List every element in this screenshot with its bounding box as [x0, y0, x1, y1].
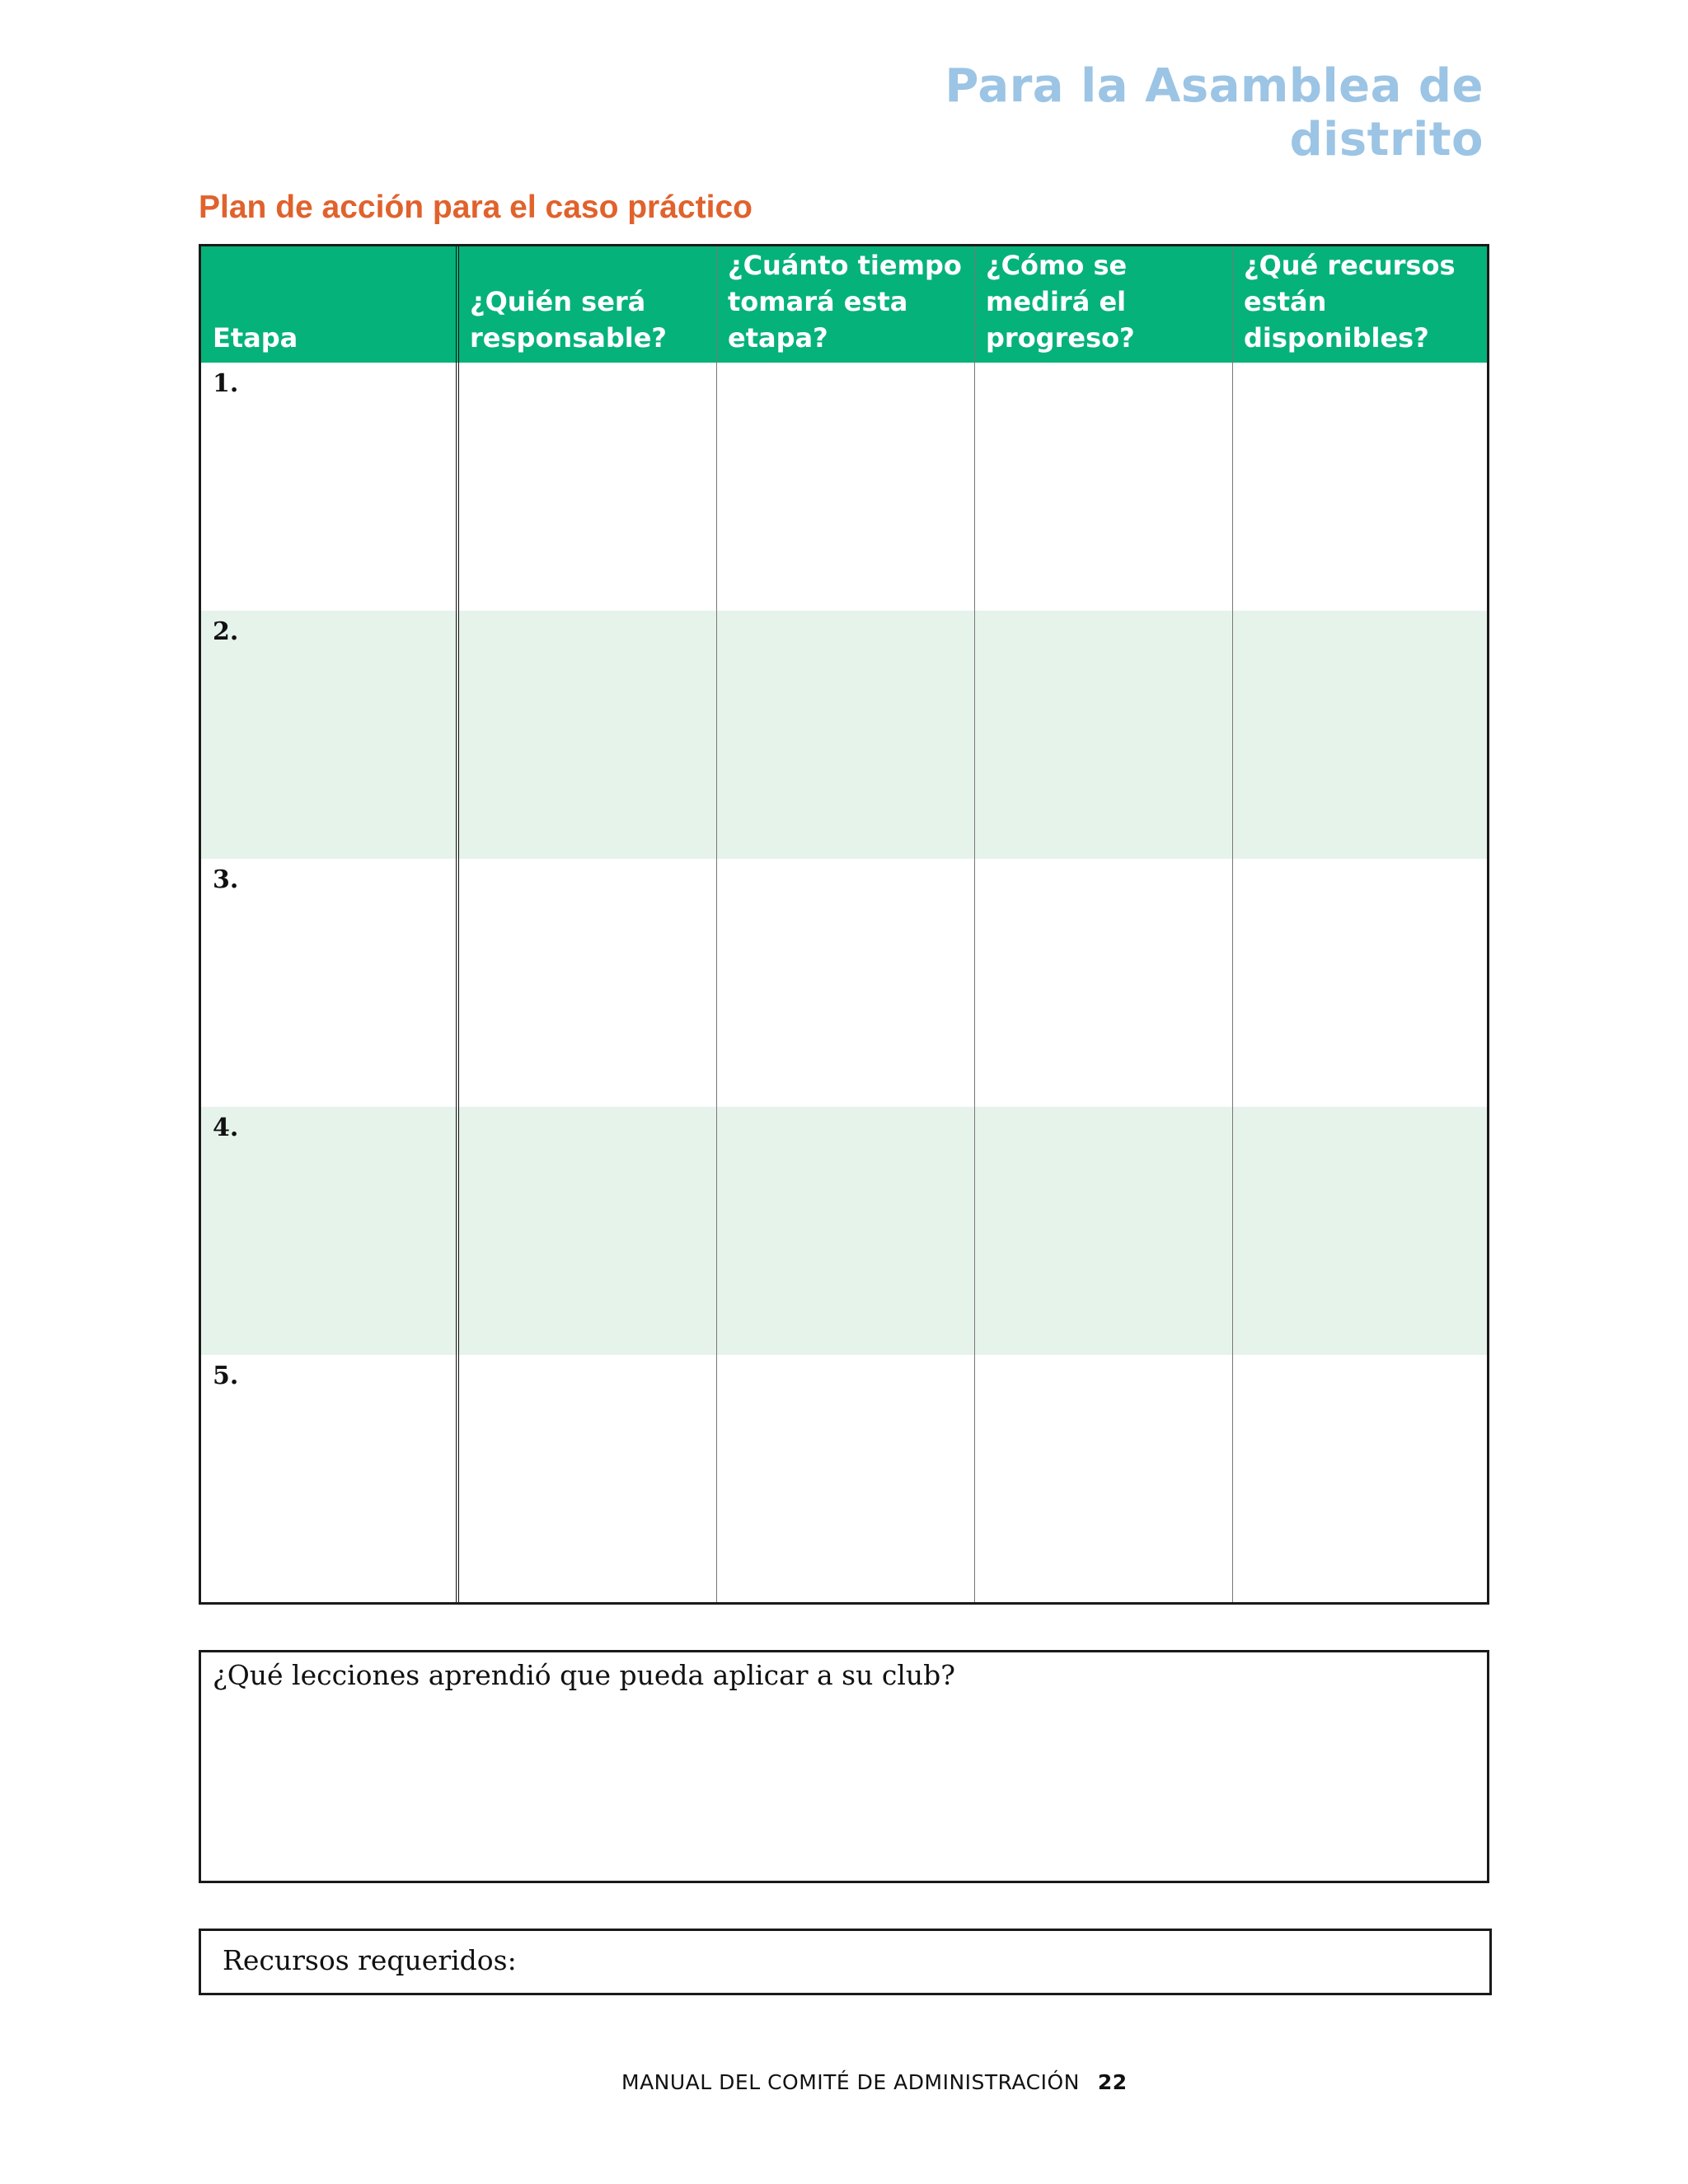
column-divider: [1232, 246, 1233, 1602]
table-row: [201, 1107, 1487, 1355]
table-row: [201, 611, 1487, 859]
lessons-learned-box[interactable]: [199, 1650, 1489, 1883]
row-number: 2.: [213, 617, 239, 646]
column-divider: [974, 246, 975, 1602]
row-number: 5.: [213, 1361, 239, 1390]
column-header-tiempo: ¿Cuánto tiempo tomará esta etapa?: [728, 250, 962, 354]
action-plan-table: [199, 244, 1489, 1605]
column-header-etapa: Etapa: [213, 322, 298, 354]
column-header-recursos: ¿Qué recursos están disponibles?: [1244, 250, 1456, 354]
row-number: 4.: [213, 1113, 239, 1142]
column-header-responsable: ¿Quién será responsable?: [470, 286, 667, 354]
table-row: [201, 363, 1487, 611]
footer-manual-title: MANUAL DEL COMITÉ DE ADMINISTRACIÓN: [621, 2070, 1080, 2094]
required-resources-box[interactable]: [199, 1929, 1492, 1995]
column-header-progreso: ¿Cómo se medirá el progreso?: [986, 250, 1135, 354]
table-header-row: [201, 246, 1487, 363]
table-row: [201, 859, 1487, 1107]
page-header-title: Para la Asamblea de distrito: [945, 59, 1484, 166]
column-divider: [456, 246, 459, 1602]
section-title: Plan de acción para el caso práctico: [199, 190, 753, 225]
row-number: 1.: [213, 369, 239, 398]
row-number: 3.: [213, 865, 239, 894]
lessons-learned-label: ¿Qué lecciones aprendió que pueda aplicar a su club?: [213, 1659, 955, 1691]
column-divider: [716, 246, 717, 1602]
required-resources-label: Recursos requeridos:: [223, 1944, 517, 1976]
table-row: [201, 1355, 1487, 1603]
page-number: 22: [1097, 2070, 1128, 2094]
